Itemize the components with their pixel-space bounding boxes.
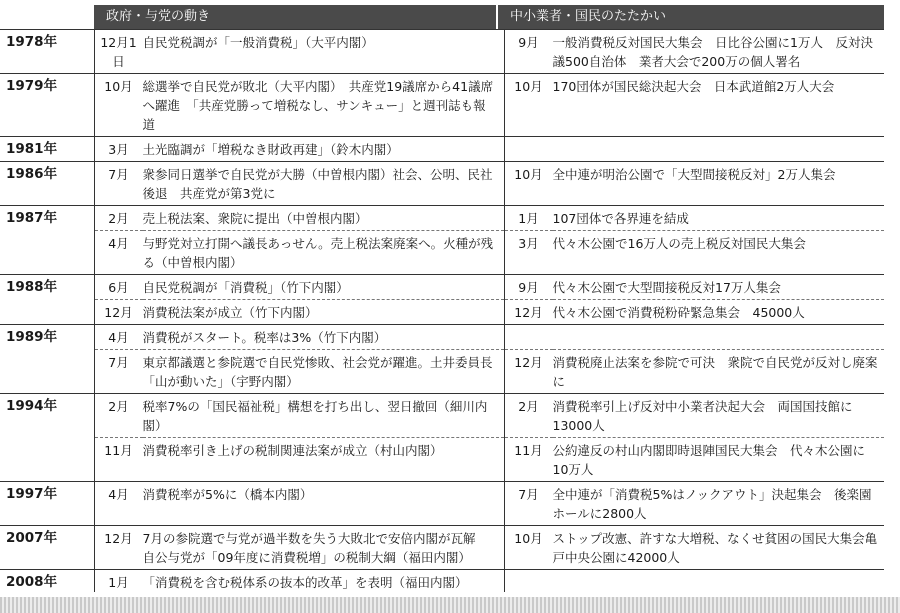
citizen-event: 代々木公園で大型間接税反対17万人集会 <box>553 275 885 300</box>
citizen-month: 2月 <box>504 394 553 438</box>
citizen-month <box>504 137 553 162</box>
year-cell <box>0 438 94 482</box>
government-event: 消費税がスタート。税率は3%（竹下内閣） <box>143 325 505 350</box>
government-event: 税率7%の「国民福祉税」構想を打ち出し、翌日撤回（細川内閣） <box>143 394 505 438</box>
timeline-table <box>0 29 884 592</box>
citizen-event: 170団体が国民総決起大会 日本武道館2万人大会 <box>553 74 885 137</box>
government-event: 衆参同日選挙で自民党が大勝（中曽根内閣）社会、公明、民社後退 共産党が第3党に <box>143 162 505 206</box>
timeline-row <box>0 30 884 74</box>
citizen-event <box>553 570 885 593</box>
year-cell: 1987年 <box>0 206 94 231</box>
timeline-row <box>0 300 884 325</box>
government-month: 3月 <box>94 137 143 162</box>
table-header <box>0 5 900 29</box>
citizen-event: 全中連が明治公園で「大型間接税反対」2万人集会 <box>553 162 885 206</box>
government-event: 土光臨調が「増税なき財政再建」（鈴木内閣） <box>143 137 505 162</box>
timeline-row <box>0 162 884 206</box>
timeline-row <box>0 438 884 482</box>
government-event: 総選挙で自民党が敗北（大平内閣） 共産党19議席から41議席へ躍進 「共産党勝って増税なし、サンキュー」と週刊誌も報道 <box>143 74 505 137</box>
government-event: 7月の参院選で与党が過半数を失う大敗北で安倍内閣が瓦解 自公与党が「09年度に消費税増」の税制大綱（福田内閣） <box>143 526 505 570</box>
year-cell: 1978年 <box>0 30 94 74</box>
year-cell: 1997年 <box>0 482 94 526</box>
timeline-row <box>0 275 884 300</box>
citizen-month: 9月 <box>504 30 553 74</box>
citizen-event: 代々木公園で消費税粉砕緊急集会 45000人 <box>553 300 885 325</box>
year-cell <box>0 231 94 275</box>
government-month: 6月 <box>94 275 143 300</box>
government-month: 2月 <box>94 206 143 231</box>
citizen-month: 1月 <box>504 206 553 231</box>
citizen-event: 公約違反の村山内閣即時退陣国民大集会 代々木公園に10万人 <box>553 438 885 482</box>
timeline-row <box>0 325 884 350</box>
citizen-event: ストップ改憲、許すな大増税、なくせ貧困の国民大集会亀戸中央公園に42000人 <box>553 526 885 570</box>
citizen-event: 全中連が「消費税5%はノックアウト」決起集会 後楽園ホールに2800人 <box>553 482 885 526</box>
government-month: 4月 <box>94 482 143 526</box>
government-event: 自民党税調が「消費税」（竹下内閣） <box>143 275 505 300</box>
citizen-event <box>553 325 885 350</box>
citizen-month <box>504 325 553 350</box>
citizen-month: 11月 <box>504 438 553 482</box>
citizen-event: 消費税廃止法案を参院で可決 衆院で自民党が反対し廃案に <box>553 350 885 394</box>
year-cell: 1981年 <box>0 137 94 162</box>
citizen-event <box>553 137 885 162</box>
government-month: 12月 <box>94 300 143 325</box>
citizen-month: 10月 <box>504 526 553 570</box>
government-event: 消費税率引き上げの税制関連法案が成立（村山内閣） <box>143 438 505 482</box>
government-event: 自民党税調が「一般消費税」（大平内閣） <box>143 30 505 74</box>
government-month: 7月 <box>94 350 143 394</box>
timeline-row <box>0 394 884 438</box>
year-cell: 1989年 <box>0 325 94 350</box>
government-month: 12月 <box>94 526 143 570</box>
year-cell: 2008年 <box>0 570 94 593</box>
government-month: 2月 <box>94 394 143 438</box>
year-cell <box>0 350 94 394</box>
citizen-month: 10月 <box>504 74 553 137</box>
year-cell: 1994年 <box>0 394 94 438</box>
government-event: 売上税法案、衆院に提出（中曽根内閣） <box>143 206 505 231</box>
year-cell: 1986年 <box>0 162 94 206</box>
header-government: 政府・与党の動き <box>94 5 496 29</box>
government-event: 消費税法案が成立（竹下内閣） <box>143 300 505 325</box>
citizen-month: 9月 <box>504 275 553 300</box>
citizen-month: 10月 <box>504 162 553 206</box>
government-month: 4月 <box>94 231 143 275</box>
timeline-row <box>0 74 884 137</box>
government-event: 消費税率が5%に（橋本内閣） <box>143 482 505 526</box>
citizen-event: 一般消費税反対国民大集会 日比谷公園に1万人 反対決議500自治体 業者大会で200万の個人署名 <box>553 30 885 74</box>
timeline-row <box>0 482 884 526</box>
government-month: 4月 <box>94 325 143 350</box>
header-citizens: 中小業者・国民のたたかい <box>498 5 884 29</box>
citizen-month: 12月 <box>504 350 553 394</box>
year-cell: 2007年 <box>0 526 94 570</box>
government-month: 10月 <box>94 74 143 137</box>
year-cell: 1988年 <box>0 275 94 300</box>
citizen-month: 12月 <box>504 300 553 325</box>
citizen-event: 107団体で各界連を結成 <box>553 206 885 231</box>
government-month: 7月 <box>94 162 143 206</box>
timeline-row <box>0 570 884 593</box>
citizen-event: 消費税率引上げ反対中小業者決起大会 両国国技館に13000人 <box>553 394 885 438</box>
year-cell: 1979年 <box>0 74 94 137</box>
government-month: 12月1日 <box>94 30 143 74</box>
government-event: 「消費税を含む税体系の抜本的改革」を表明（福田内閣） <box>143 570 505 593</box>
timeline-row <box>0 526 884 570</box>
year-cell <box>0 300 94 325</box>
government-event: 与野党対立打開へ議長あっせん。売上税法案廃案へ。火種が残る（中曽根内閣） <box>143 231 505 275</box>
government-month: 11月 <box>94 438 143 482</box>
timeline-row <box>0 231 884 275</box>
citizen-month: 7月 <box>504 482 553 526</box>
citizen-month: 3月 <box>504 231 553 275</box>
timeline-row <box>0 206 884 231</box>
government-event: 東京都議選と参院選で自民党惨敗、社会党が躍進。土井委員長「山が動いた」（宇野内閣） <box>143 350 505 394</box>
timeline-row <box>0 350 884 394</box>
citizen-month <box>504 570 553 593</box>
scan-edge-strip <box>0 597 900 613</box>
citizen-event: 代々木公園で16万人の売上税反対国民大集会 <box>553 231 885 275</box>
government-month: 1月 <box>94 570 143 593</box>
timeline-row <box>0 137 884 162</box>
